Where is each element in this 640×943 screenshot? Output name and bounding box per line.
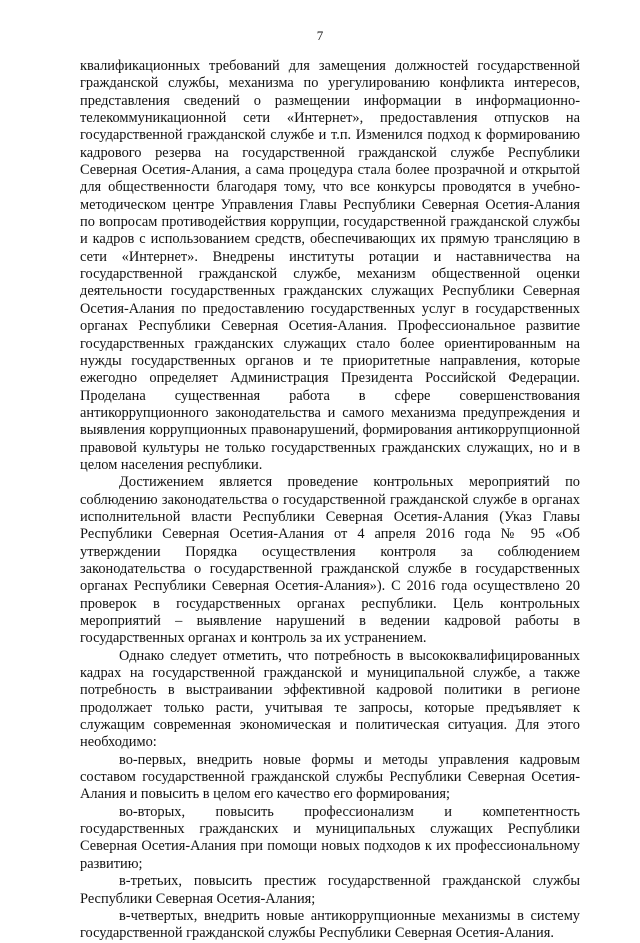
paragraph-task-first: во-первых, внедрить новые формы и методы управления кадровым составом государственной гражданской службы Республики Северная Осетия-Алания и повысить в целом его качество его формирования; (80, 751, 580, 803)
paragraph-staffing-needs: Однако следует отметить, что потребность в высококвалифицированных кадрах на государственной гражданской и муниципальной службе, а также потребность в выстраивании эффективной кадровой политики в регионе продолжает только расти, учитывая те запросы, которые предъявляет к служащим современная экономическая и политическая ситуация. Для этого необходимо: (80, 647, 580, 751)
paragraph-task-second: во-вторых, повысить профессионализм и компетентность государственных гражданских и муниципальных служащих Республики Северная Осетия-Алания при помощи новых подходов к их профессиональному развитию; (80, 803, 580, 872)
paragraph-task-fourth: в-четвертых, внедрить новые антикоррупционные механизмы в систему государственной гражданской службы Республики Северная Осетия-Алания. (80, 907, 580, 942)
paragraph-task-third: в-третьих, повысить престиж государственной гражданской службы Республики Северная Осетия-Алания; (80, 873, 580, 907)
paragraph-control-measures: Достижением является проведение контрольных мероприятий по соблюдению законодательства о государственной гражданской службе в органах исполнительной власти Республики Северная Осетия-Алания (Указ Главы Республики Северная Осетия-Алания от 4 апреля 2016 года № 95 «Об утверждении Порядка осуществления контроля за соблюдением законодательства о государственной гражданской службе в государственных органах Республики Северная Осетия-Алания»). С 2016 года осуществлено 20 проверок в государственных органах республики. Цель контрольных мероприятий – выявление нарушений в ведении кадровой работы в государственных органах и контроль за их устранением. (80, 474, 580, 647)
document-body (80, 58, 580, 943)
page-number: 7 (316, 28, 324, 43)
paragraph-personnel-reforms: квалификационных требований для замещения должностей государственной гражданской службы, механизма по урегулированию конфликта интересов, представления сведений о размещении информации в информационно-телекоммуникационной сети «Интернет», предоставления отпусков на государственной гражданской службе и т.п. Изменился подход к формированию кадрового резерва на государственной гражданской службе Республики Северная Осетия-Алания, а сама процедура стала более прозрачной и открытой для общественности благодаря тому, что все конкурсы проводятся в учебно-методическом центре Управления Главы Республики Северная Осетия-Алания по вопросам противодействия коррупции, государственной гражданской службы и кадров с использованием средств, обеспечивающих их прямую трансляцию в сети «Интернет». Внедрены институты ротации и наставничества на государственной гражданской службе, механизм общественной оценки деятельности государственных гражданских служащих Республики Северная Осетия-Алания по предоставлению государственных услуг в государственных органах Республики Северная Осетия-Алания. Профессиональное развитие государственных гражданских служащих стало более ориентированным на нужды государственных органов и те приоритетные направления, которые ежегодно определяет Администрация Президента Российской Федерации. Проделана существенная работа в сфере совершенствования антикоррупционного законодательства и самого механизма предупреждения и выявления коррупционных правонарушений, формирования антикоррупционной правовой культуры не только государственных гражданских служащих, но и в целом населения республики. (80, 58, 580, 473)
